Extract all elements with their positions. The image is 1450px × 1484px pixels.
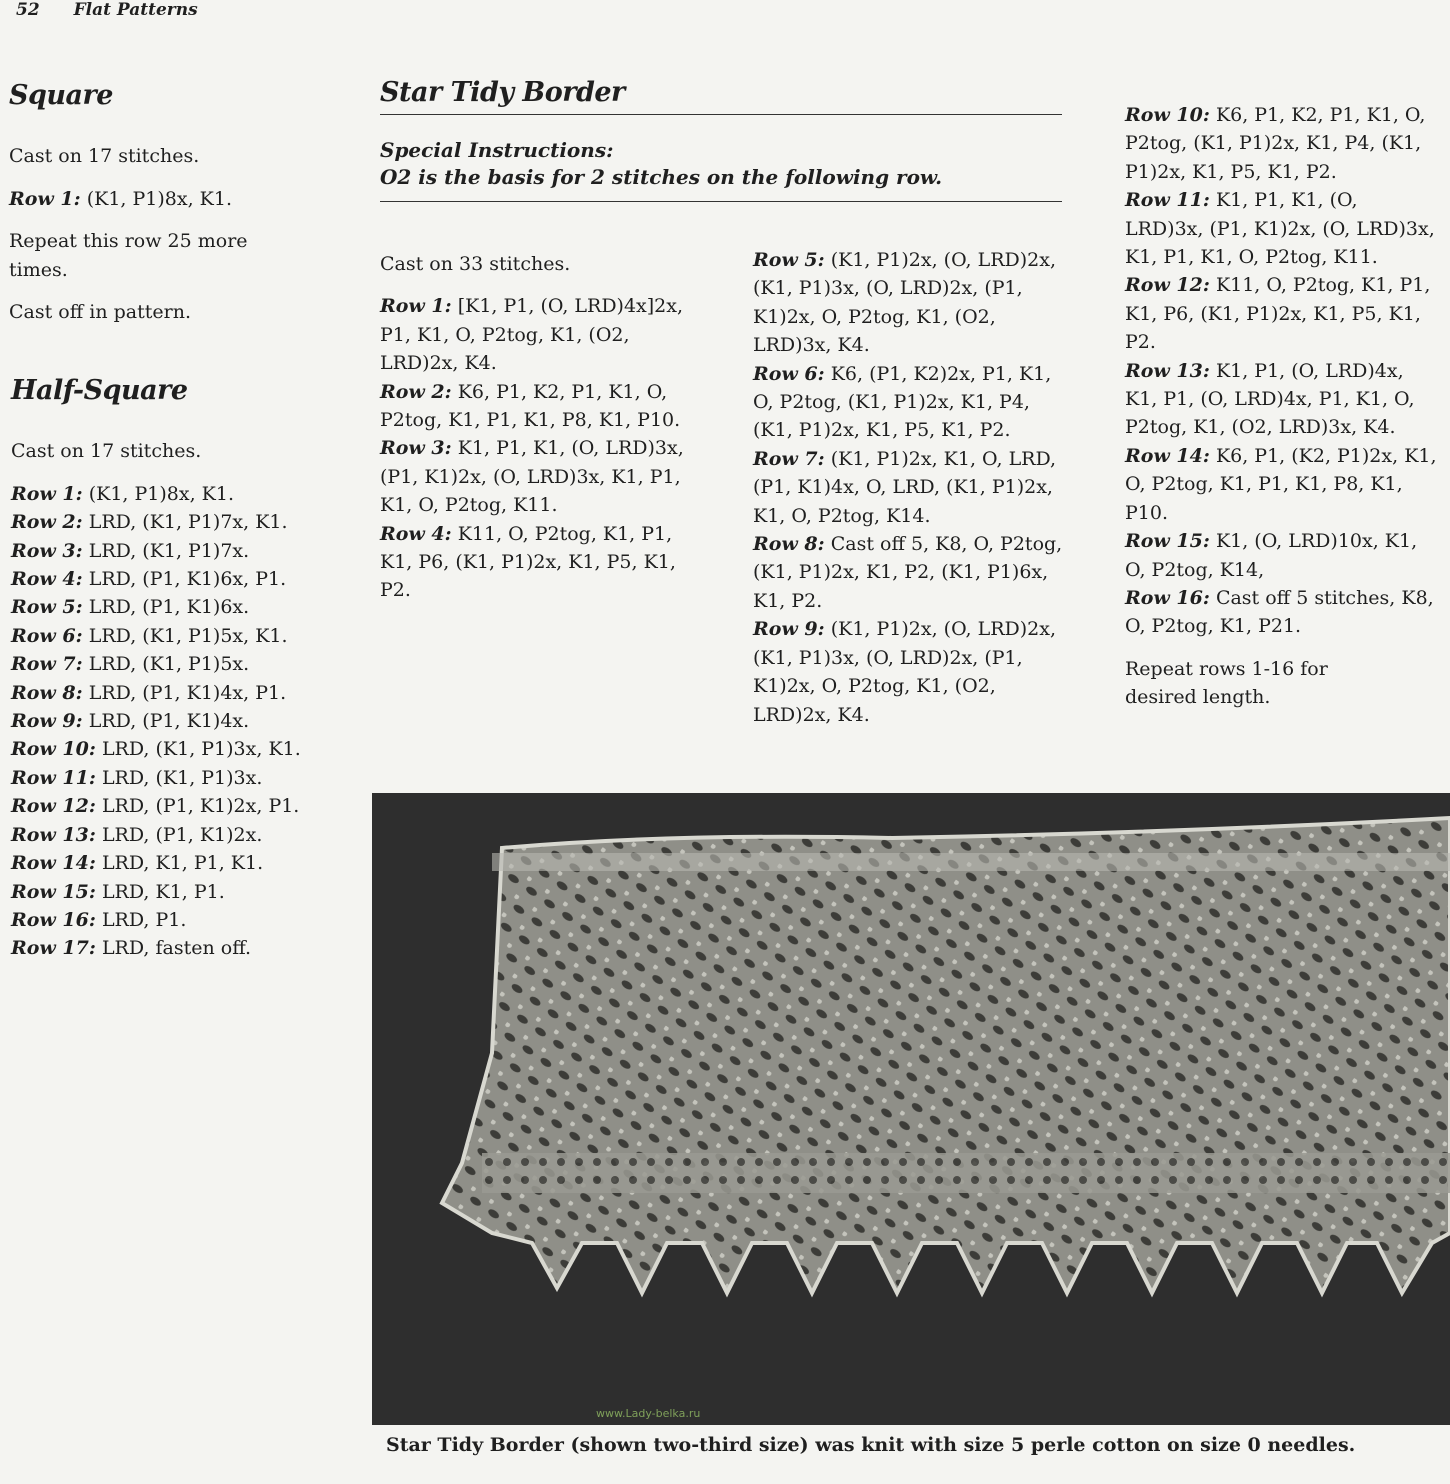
row-label: Row 11: [1125, 189, 1210, 212]
row-text: K6, (P1, K2)2x, P1, K1, O, P2tog, (K1, P1)2x, K1, P4, (K1, P1)2x, K1, P5, K1, P2. [753, 362, 1052, 442]
page-number: 52 [16, 0, 40, 20]
row-text: LRD, (K1, P1)3x, K1. [101, 738, 301, 761]
row-label: Row 2: [11, 511, 83, 534]
square-section [9, 82, 309, 326]
running-header [16, 0, 198, 20]
pattern-row [380, 378, 685, 435]
row-label: Row 10: [11, 738, 96, 761]
row-text: Cast off 5 stitches, K8, O, P2tog, K1, P21. [1125, 586, 1434, 638]
pattern-row [753, 615, 1063, 729]
pattern-row [380, 434, 685, 519]
pattern-row [11, 878, 301, 906]
pattern-row [11, 537, 301, 565]
row-text: LRD, (K1, P1)5x. [88, 653, 250, 676]
row-text: LRD, (K1, P1)5x, K1. [88, 624, 288, 647]
row-label: Row 5: [11, 596, 83, 619]
row-label: Row 10: [1125, 104, 1210, 126]
top-rule [380, 114, 1062, 115]
row-label: Row 7: [753, 447, 825, 470]
row-text: LRD, (P1, K1)6x. [88, 596, 250, 619]
pattern-row [11, 792, 301, 820]
pattern-row [1125, 271, 1440, 356]
pattern-row [753, 360, 1063, 445]
row-label: Row 1: [380, 295, 452, 318]
half-square-heading: Half-Square [11, 375, 188, 406]
square-cast-on: Cast on 17 stitches. [9, 145, 200, 168]
square-repeat: Repeat this row 25 more times. [9, 230, 248, 281]
pattern-row [11, 906, 301, 934]
pattern-row [380, 520, 685, 605]
pattern-row [1125, 357, 1440, 442]
row-text: LRD, K1, P1, K1. [101, 852, 264, 875]
half-square-section [11, 377, 301, 963]
row-label: Row 15: [11, 880, 96, 903]
row-text: LRD, (P1, K1)2x. [101, 823, 263, 846]
star-col-2 [753, 246, 1063, 729]
star-rows-3 [1125, 101, 1440, 641]
star-tidy-heading: Star Tidy Border [380, 77, 625, 108]
square-heading: Square [9, 80, 113, 111]
row-label: Row 11: [11, 766, 96, 789]
row-text: LRD, (P1, K1)2x, P1. [101, 795, 300, 818]
row-label: Row 16: [11, 908, 96, 931]
square-cast-off: Cast off in pattern. [9, 301, 191, 324]
row-text: LRD, fasten off. [101, 937, 252, 960]
row-label: Row 13: [1125, 359, 1210, 382]
row-text: K11, O, P2tog, K1, P1, K1, P6, (K1, P1)2x, K1, P5, K1, P2. [1125, 274, 1431, 354]
row-label: Row 3: [380, 437, 452, 460]
pattern-row [11, 821, 301, 849]
pattern-row [11, 764, 301, 792]
star-col-3 [1125, 101, 1440, 712]
pattern-row [11, 480, 301, 508]
star-rows-2 [753, 246, 1063, 729]
star-repeat: Repeat rows 1-16 for desired length. [1125, 657, 1328, 709]
watermark: www.Lady-belka.ru [596, 1407, 701, 1420]
pattern-row [11, 849, 301, 877]
star-col-1 [380, 250, 685, 605]
row-label: Row 1: [11, 482, 83, 505]
row-text: (K1, P1)2x, (O, LRD)2x, (K1, P1)3x, (O, LRD)2x, (P1, K1)2x, O, P2tog, K1, (O2, LRD)3x, K4. [753, 249, 1057, 357]
row-label: Row 6: [753, 362, 825, 385]
special-text: O2 is the basis for 2 stitches on the following row. [380, 165, 943, 189]
row-label: Row 9: [11, 710, 83, 733]
row-text: LRD, P1. [101, 908, 187, 931]
row-text: K1, P1, K1, (O, LRD)3x, (P1, K1)2x, (O, LRD)3x, K1, P1, K1, O, P2tog, K11. [1125, 189, 1435, 269]
row-text: K1, (O, LRD)10x, K1, O, P2tog, K14, [1125, 530, 1418, 581]
row-text: LRD, (P1, K1)4x, P1. [88, 681, 287, 704]
row-text: (K1, P1)2x, K1, O, LRD, (P1, K1)4x, O, LRD, (K1, P1)2x, K1, O, P2tog, K14. [753, 447, 1057, 527]
special-instructions [380, 137, 942, 191]
row-label: Row 8: [753, 533, 825, 556]
row-text: LRD, (P1, K1)4x. [88, 710, 250, 733]
lace-border-illustration [372, 793, 1450, 1425]
row-label: Row 12: [1125, 274, 1210, 297]
half-square-rows [11, 480, 301, 963]
row-text: [K1, P1, (O, LRD)4x]2x, P1, K1, O, P2tog, K1, (O2, LRD)2x, K4. [380, 295, 684, 375]
row-label: Row 16: [1125, 586, 1210, 609]
row-text: LRD, K1, P1. [101, 880, 225, 903]
pattern-row [753, 445, 1063, 530]
row-text: LRD, (K1, P1)7x. [88, 539, 250, 562]
row-text: (K1, P1)8x, K1. [88, 482, 234, 505]
row-label: Row 12: [11, 795, 96, 818]
square-row-1 [9, 185, 309, 213]
pattern-row [1125, 527, 1440, 584]
pattern-row [11, 565, 301, 593]
row-label: Row 2: [380, 380, 452, 403]
pattern-row [11, 679, 301, 707]
row-text: K6, P1, (K2, P1)2x, K1, O, P2tog, K1, P1, K1, P8, K1, P10. [1125, 444, 1437, 524]
row-text: LRD, (P1, K1)6x, P1. [88, 568, 287, 591]
row-label: Row 1: [9, 187, 81, 210]
star-rows-1 [380, 292, 685, 604]
row-text: (K1, P1)8x, K1. [86, 187, 232, 210]
row-text: K11, O, P2tog, K1, P1, K1, P6, (K1, P1)2x, K1, P5, K1, P2. [380, 522, 676, 602]
pattern-row [11, 508, 301, 536]
row-label: Row 4: [11, 568, 83, 591]
row-label: Row 13: [11, 823, 96, 846]
row-text: K1, P1, K1, (O, LRD)3x, (P1, K1)2x, (O, LRD)3x, K1, P1, K1, O, P2tog, K11. [380, 437, 684, 517]
row-label: Row 14: [1125, 444, 1210, 467]
row-label: Row 3: [11, 539, 83, 562]
row-label: Row 7: [11, 653, 83, 676]
pattern-row [11, 622, 301, 650]
pattern-row [11, 735, 301, 763]
row-label: Row 5: [753, 249, 825, 271]
row-label: Row 9: [753, 618, 825, 641]
pattern-row [1125, 442, 1440, 527]
row-text: LRD, (K1, P1)7x, K1. [88, 511, 288, 534]
half-square-cast-on: Cast on 17 stitches. [11, 440, 202, 463]
bottom-rule [380, 201, 1062, 202]
row-text: Cast off 5, K8, O, P2tog, (K1, P1)2x, K1, P2, (K1, P1)6x, K1, P2. [753, 533, 1063, 612]
row-text: (K1, P1)2x, (O, LRD)2x, (K1, P1)3x, (O, LRD)2x, (P1, K1)2x, O, P2tog, K1, (O2, LRD)2x, K4. [753, 618, 1057, 726]
pattern-row [11, 593, 301, 621]
pattern-row [753, 246, 1063, 360]
pattern-row [11, 650, 301, 678]
star-cast-on: Cast on 33 stitches. [380, 253, 571, 275]
row-label: Row 15: [1125, 530, 1210, 553]
pattern-row [753, 530, 1063, 615]
pattern-row [380, 292, 685, 377]
row-label: Row 4: [380, 522, 452, 545]
row-text: K6, P1, K2, P1, K1, O, P2tog, K1, P1, K1, P8, K1, P10. [380, 380, 681, 432]
row-label: Row 8: [11, 681, 83, 704]
row-label: Row 14: [11, 852, 96, 875]
pattern-row [1125, 584, 1440, 641]
pattern-row [11, 934, 301, 962]
pattern-row [11, 707, 301, 735]
special-heading: Special Instructions: [380, 138, 614, 162]
row-label: Row 17: [11, 937, 96, 960]
photo-caption: Star Tidy Border (shown two-third size) was knit with size 5 perle cotton on size 0 needles. [386, 1434, 1356, 1456]
row-label: Row 6: [11, 624, 83, 647]
row-text: LRD, (K1, P1)3x. [101, 766, 263, 789]
row-text: K1, P1, (O, LRD)4x, K1, P1, (O, LRD)4x, P1, K1, O, P2tog, K1, (O2, LRD)3x, K4. [1125, 359, 1415, 439]
lace-border-photo [372, 793, 1450, 1425]
pattern-row [1125, 186, 1440, 271]
section-title: Flat Patterns [73, 0, 198, 20]
row-text: K6, P1, K2, P1, K1, O, P2tog, (K1, P1)2x, K1, P4, (K1, P1)2x, K1, P5, K1, P2. [1125, 104, 1426, 183]
pattern-row [1125, 101, 1440, 186]
